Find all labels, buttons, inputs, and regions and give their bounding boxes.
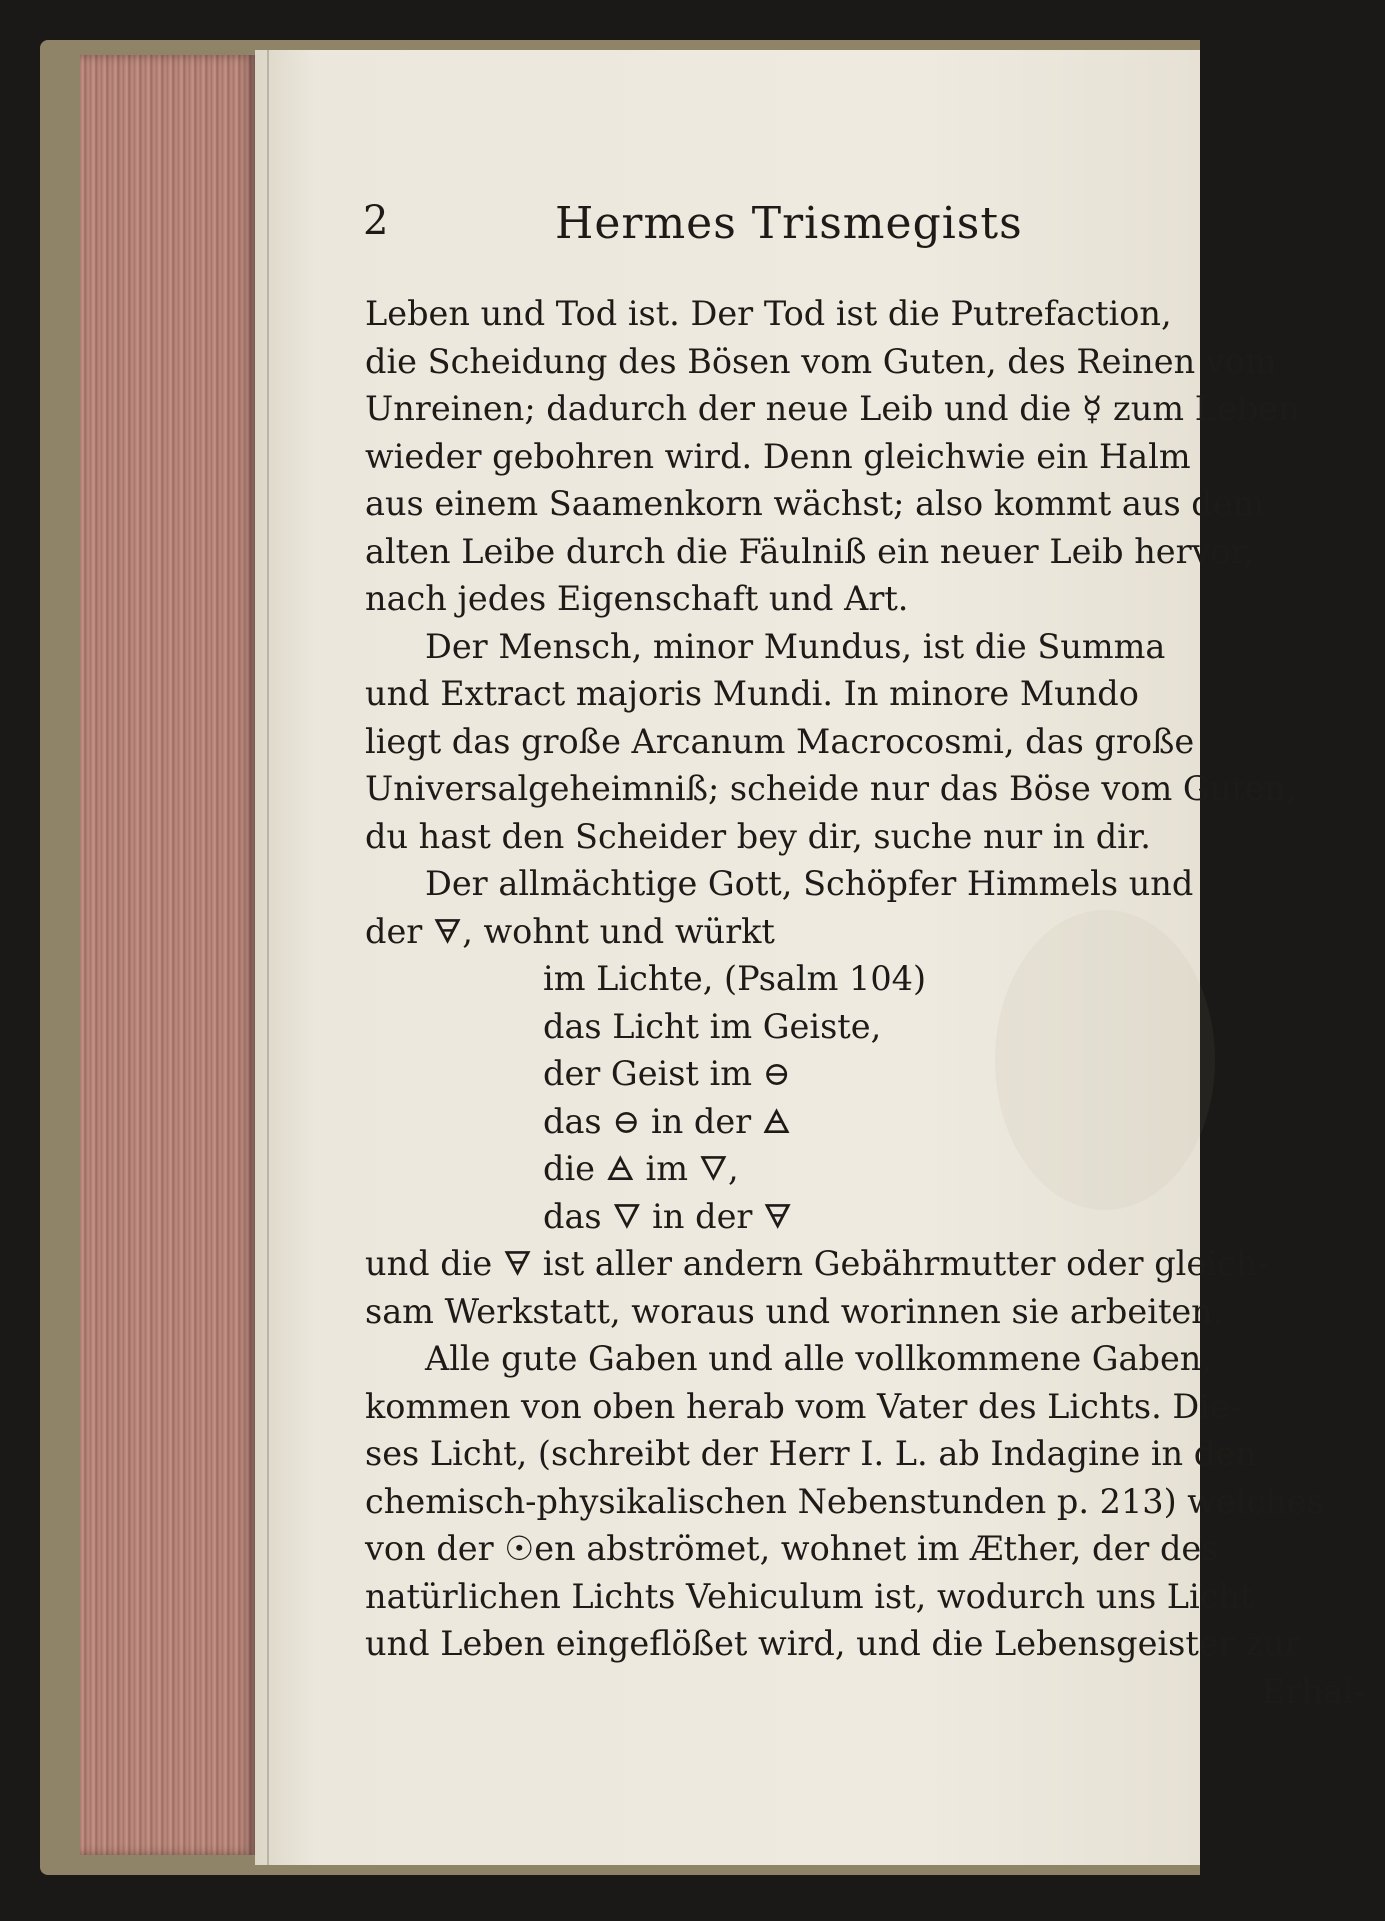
verse-line: der Geist im ⊖ — [543, 1054, 791, 1093]
page-edges — [80, 55, 255, 1855]
text-line: sam Werkstatt, woraus und worinnen sie arbeiten. — [365, 1291, 1224, 1331]
text-line: alten Leibe durch die Fäulniß ein neuer Leib hervor, — [365, 531, 1254, 571]
verse-line: im Lichte, (Psalm 104) — [543, 959, 927, 998]
verse-line: das Licht im Geiste, — [543, 1006, 882, 1046]
text-line: liegt das große Arcanum Macrocosmi, das große — [365, 721, 1195, 761]
text-line: aus einem Saamenkorn wächst; also kommt aus dem — [365, 484, 1265, 523]
verse-line: das ⊖ in der 🜁 — [543, 1101, 792, 1141]
text-line: natürlichen Lichts Vehiculum ist, wodurch uns Licht — [365, 1576, 1254, 1616]
page-header — [255, 198, 1200, 258]
text-line: von der ☉en abströmet, wohnet im Æther, der des — [365, 1529, 1219, 1568]
text-line: Leben und Tod ist. Der Tod ist die Putrefaction, — [365, 294, 1172, 333]
text-line: die Scheidung des Bösen vom Guten, des Reinen vom — [365, 341, 1277, 381]
book-page — [255, 50, 1365, 1865]
catchword: Erhal- — [1260, 1671, 1365, 1711]
text-line: kommen von oben herab vom Vater des Lichts. Die- — [365, 1386, 1242, 1426]
paragraph-start-line: Der allmächtige Gott, Schöpfer Himmels und — [425, 864, 1194, 903]
text-line: und die 🜃 ist aller andern Gebährmutter oder gleich- — [365, 1244, 1269, 1283]
page-number: 2 — [363, 198, 389, 244]
paragraph-start-line: Alle gute Gaben und alle vollkommene Gaben, — [425, 1339, 1213, 1378]
verse-line: die 🜁 im 🜄, — [543, 1149, 739, 1188]
text-line: Unreinen; dadurch der neue Leib und die ☿ zum Leben — [365, 389, 1300, 428]
text-line: Universalgeheimniß; scheide nur das Böse vom Guten, — [365, 769, 1297, 808]
text-line: und Leben eingeflößet wird, und die Lebensgeister zur — [365, 1624, 1301, 1663]
verse-line: das 🜄 in der 🜃 — [543, 1196, 793, 1236]
text-line: und Extract majoris Mundi. In minore Mundo — [365, 674, 1139, 713]
text-line: nach jedes Eigenschaft und Art. — [365, 579, 909, 618]
body-text — [365, 290, 1385, 1715]
text-line: ses Licht, (schreibt der Herr I. L. ab Indagine in den — [365, 1434, 1257, 1473]
text-line: du hast den Scheider bey dir, suche nur in dir. — [365, 816, 1151, 856]
gutter-line — [267, 50, 269, 1865]
text-line: wieder gebohren wird. Denn gleichwie ein Halm — [365, 436, 1191, 476]
running-head: Hermes Trismegists — [555, 198, 1023, 249]
paragraph-start-line: Der Mensch, minor Mundus, ist die Summa — [425, 626, 1166, 666]
text-line: chemisch-physikalischen Nebenstunden p. 213) welches — [365, 1481, 1324, 1521]
text-line: der 🜃, wohnt und würkt — [365, 911, 775, 951]
